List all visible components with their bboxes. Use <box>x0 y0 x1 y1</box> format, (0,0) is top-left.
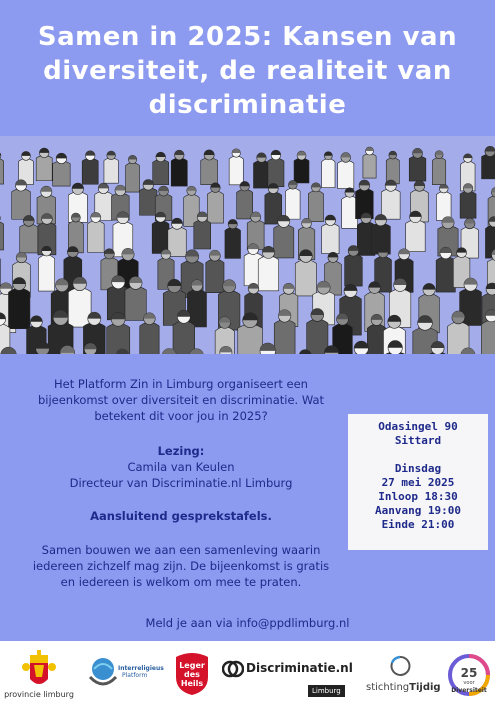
address-line-1: Odasingel 90 <box>378 420 458 433</box>
provincie-label: provincie limburg <box>4 690 74 699</box>
leger-line-1: Leger <box>179 661 205 670</box>
diversiteit-voor: voor <box>463 680 475 686</box>
interreligieus-label-2: Platform <box>122 672 148 679</box>
closing-line-1: Samen bouwen we aan een samenleving waarin <box>41 543 321 557</box>
provincie-limburg-logo <box>4 649 74 701</box>
diversiteit-25-logo <box>446 651 492 699</box>
discriminatie-sub-label: Limburg <box>308 685 345 697</box>
stichting-tijdig-logo <box>366 655 442 699</box>
event-day: Dinsdag <box>394 462 442 475</box>
leger-line-2: des <box>184 670 200 679</box>
lezing-heading: Lezing: <box>157 444 205 458</box>
signup-text: Meld je aan via info@ppdlimburg.nl <box>145 616 350 630</box>
lezing-speaker: Camila van Keulen <box>127 460 235 474</box>
gesprekstafels-text: Aansluitend gesprekstafels. <box>90 509 272 523</box>
event-date: 27 mei 2025 <box>381 476 455 489</box>
closing-line-2: iedereen zichzelf mag zijn. De bijeenkomst is gratis <box>32 559 330 573</box>
event-einde: Einde 21:00 <box>381 518 455 531</box>
tijdig-main: Tijdig <box>409 682 441 693</box>
title-line-2: diversiteit, de realiteit van <box>43 56 452 86</box>
address-line-2: Sittard <box>394 434 442 447</box>
closing-line-3: en iedereen is welkom om mee te praten. <box>60 575 302 589</box>
diversiteit-number: 25 <box>460 666 478 680</box>
event-aanvang: Aanvang 19:00 <box>374 504 462 517</box>
lezing-role: Directeur van Discriminatie.nl Limburg <box>69 476 293 490</box>
title-line-3: discriminatie <box>148 90 347 120</box>
leger-line-3: Heils <box>180 679 204 688</box>
intro-line-2: bijeenkomst over diversiteit en discriminatie. Wat <box>37 393 325 407</box>
crowd-image <box>0 136 495 354</box>
event-inloop: Inloop 18:30 <box>378 490 458 503</box>
intro-text <box>20 376 342 424</box>
intro-line-1: Het Platform Zin in Limburg organiseert een <box>54 377 308 391</box>
footer-logos <box>0 641 495 707</box>
event-info-box <box>348 414 488 550</box>
leger-des-heils-logo <box>172 651 212 697</box>
discriminatie-label: Discriminatie.nl <box>246 661 353 675</box>
tijdig-prefix: stichting <box>366 682 410 693</box>
interreligieus-label-1: Interreligieus <box>118 665 164 672</box>
title-line-1: Samen in 2025: Kansen van <box>37 22 458 52</box>
crowd-illustration <box>0 136 495 354</box>
intro-line-3: betekent dit voor jou in 2025? <box>94 409 268 423</box>
poster-title <box>0 20 495 122</box>
discriminatie-nl-logo <box>222 659 353 703</box>
closing-text <box>20 542 342 590</box>
interreligieus-platform-logo <box>88 655 166 699</box>
diversiteit-word: Diversiteit <box>451 687 487 694</box>
